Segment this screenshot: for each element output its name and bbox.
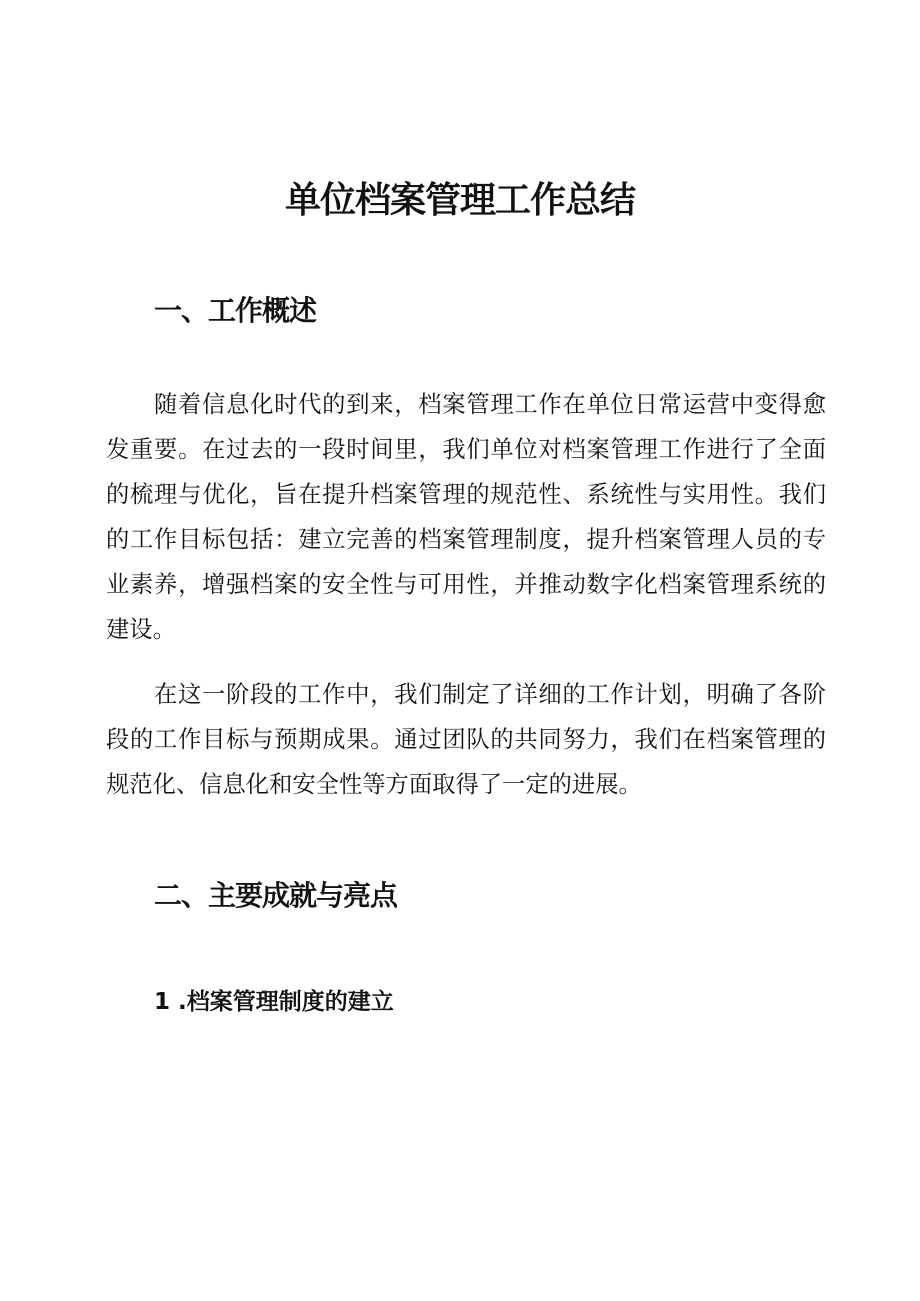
document-title: 单位档案管理工作总结 (284, 180, 635, 221)
section-heading-achievements: 二、主要成就与亮点 (154, 879, 398, 912)
section-heading-overview: 一、工作概述 (154, 294, 317, 327)
paragraph-overview-1: 随着信息化时代的到来，档案管理工作在单位日常运营中变得愈发重要。在过去的一段时间里，我们单位对档案管理工作进行了全面的梳理与优化，旨在提升档案管理的规范性、系统性与实用性。我们的工作目标包括：建立完善的档案管理制度，提升档案管理人员的专业素养，增强档案的安全性与可用性，并推动数字化档案管理系统的建设。 (106, 391, 826, 643)
paragraph-overview-2: 在这一阶段的工作中，我们制定了详细的工作计划，明确了各阶段的工作目标与预期成果。通过团队的共同努力，我们在档案管理的规范化、信息化和安全性等方面取得了一定的进展。 (106, 681, 826, 798)
subheading-archive-system: 1 .档案管理制度的建立 (154, 989, 394, 1015)
